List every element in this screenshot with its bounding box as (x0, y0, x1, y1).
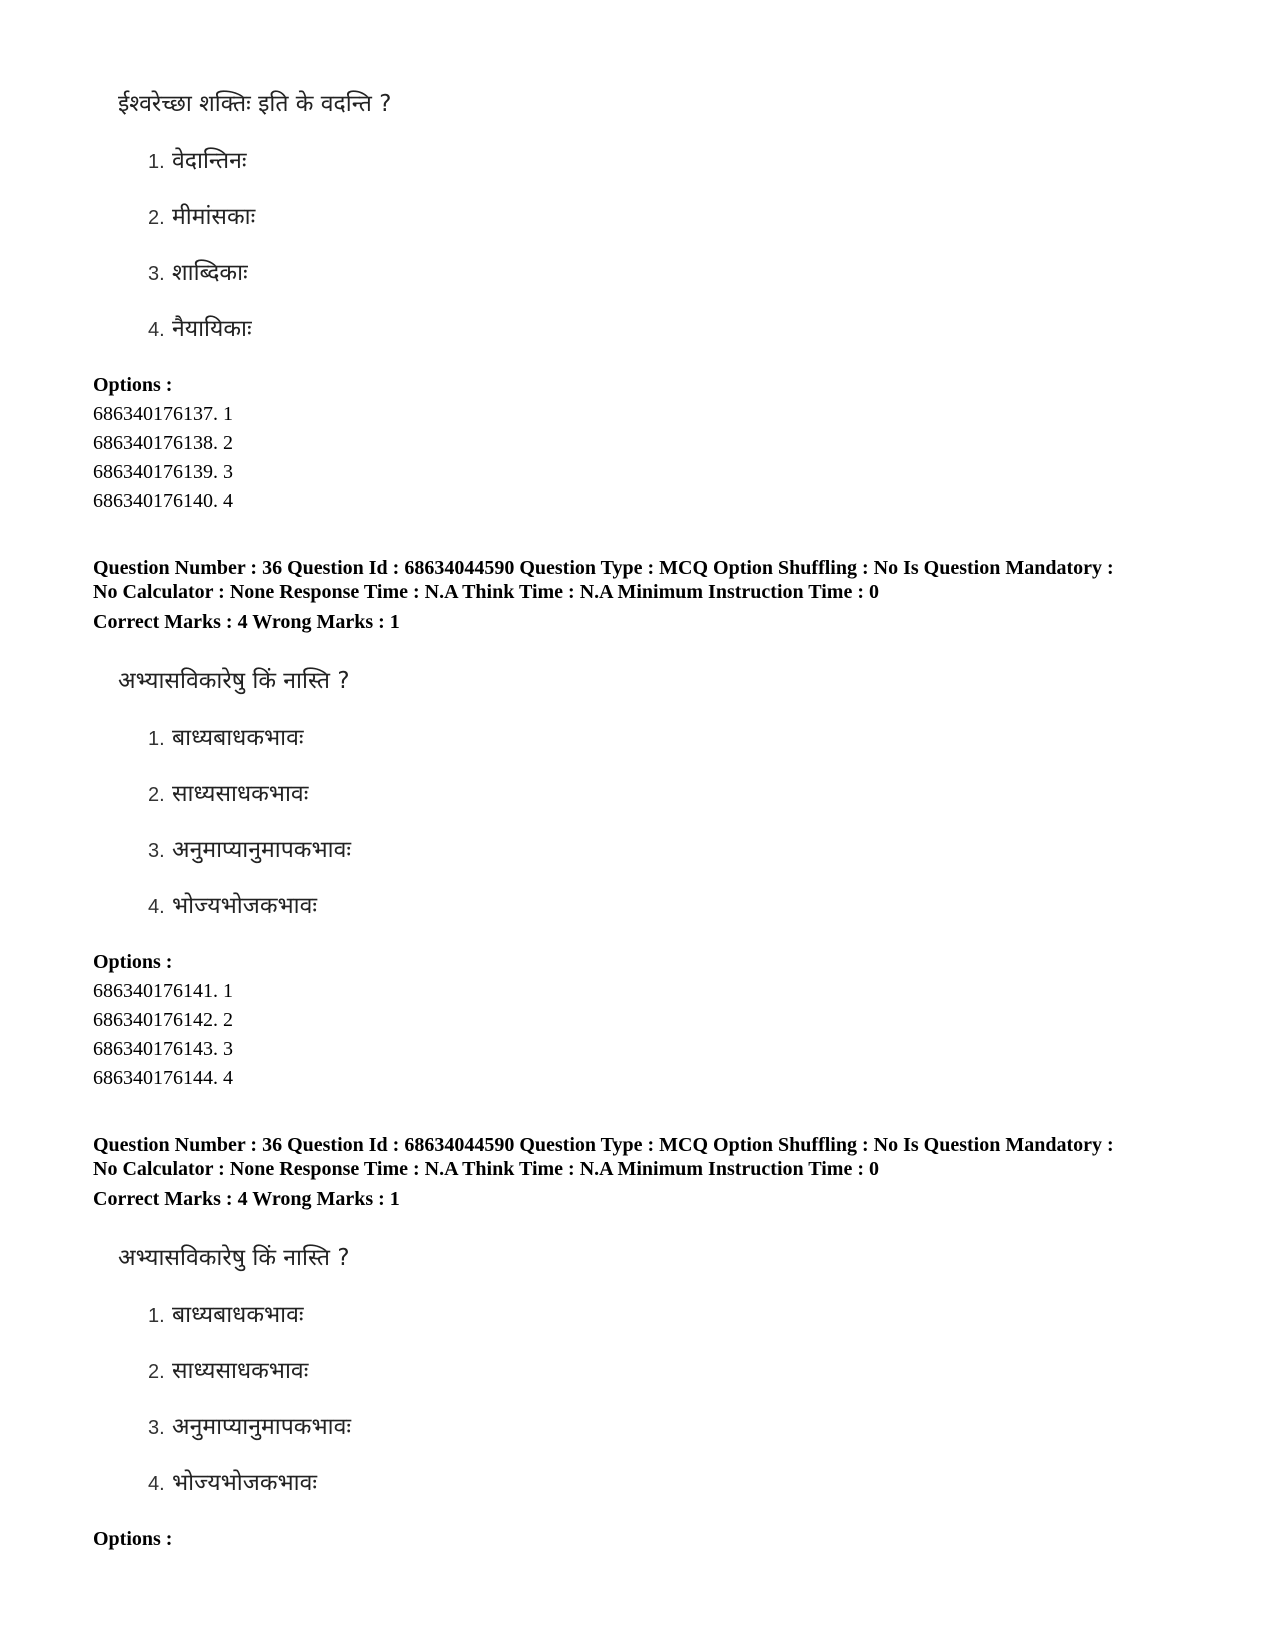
options-label: Options : (93, 951, 173, 973)
option-id-line: 686340176137. 1 (93, 403, 233, 425)
option-id-line: 686340176143. 3 (93, 1038, 233, 1060)
question-text: ईश्वरेच्छा शक्तिः इति के वदन्ति ? (118, 91, 392, 117)
choice-item (148, 1409, 351, 1441)
choice-number: 2. (148, 784, 165, 806)
choice-item (148, 776, 308, 808)
choice-number: 2. (148, 1361, 165, 1383)
marks-line: Correct Marks : 4 Wrong Marks : 1 (93, 611, 400, 633)
choice-number: 3. (148, 263, 165, 285)
choice-item (148, 888, 317, 920)
question-meta-line: Question Number : 36 Question Id : 68634044590 Question Type : MCQ Option Shuffling : No Is Question Mandatory : (93, 1134, 1114, 1156)
choice-item (148, 720, 304, 752)
choice-item (148, 1297, 304, 1329)
option-id-line: 686340176141. 1 (93, 980, 233, 1002)
choice-number: 2. (148, 207, 165, 229)
choice-text: साध्यसाधकभावः (172, 1358, 309, 1384)
choice-text: भोज्यभोजकभावः (172, 893, 318, 919)
options-label: Options : (93, 374, 173, 396)
question-meta-line: Question Number : 36 Question Id : 68634044590 Question Type : MCQ Option Shuffling : No Is Question Mandatory : (93, 557, 1114, 579)
choice-text: शाब्दिकाः (172, 260, 248, 286)
choice-item (148, 1465, 317, 1497)
choice-text: साध्यसाधकभावः (172, 781, 309, 807)
question-text: अभ्यासविकारेषु किं नास्ति ? (118, 1245, 350, 1271)
question-meta (93, 1133, 1193, 1181)
choice-number: 1. (148, 151, 165, 173)
choice-item (148, 143, 247, 175)
choice-text: नैयायिकाः (172, 316, 252, 342)
question-meta-line: No Calculator : None Response Time : N.A Think Time : N.A Minimum Instruction Time : 0 (93, 1158, 879, 1180)
question-text: अभ्यासविकारेषु किं नास्ति ? (118, 668, 350, 694)
choice-number: 3. (148, 840, 165, 862)
question-meta (93, 556, 1193, 604)
choice-text: अनुमाप्यानुमापकभावः (172, 837, 352, 863)
choice-number: 3. (148, 1417, 165, 1439)
choice-text: अनुमाप्यानुमापकभावः (172, 1414, 352, 1440)
marks-line: Correct Marks : 4 Wrong Marks : 1 (93, 1188, 400, 1210)
choice-number: 4. (148, 319, 165, 341)
choice-item (148, 255, 248, 287)
choice-text: बाध्यबाधकभावः (172, 725, 304, 751)
choice-item (148, 1353, 308, 1385)
choice-number: 4. (148, 1473, 165, 1495)
choice-item (148, 832, 351, 864)
choice-text: बाध्यबाधकभावः (172, 1302, 304, 1328)
choice-text: मीमांसकाः (172, 204, 256, 230)
choice-number: 1. (148, 728, 165, 750)
choice-item (148, 311, 252, 343)
choice-number: 1. (148, 1305, 165, 1327)
choice-item (148, 199, 255, 231)
option-id-line: 686340176144. 4 (93, 1067, 233, 1089)
option-id-line: 686340176142. 2 (93, 1009, 233, 1031)
option-id-line: 686340176138. 2 (93, 432, 233, 454)
option-id-line: 686340176140. 4 (93, 490, 233, 512)
choice-text: वेदान्तिनः (172, 148, 247, 174)
choice-number: 4. (148, 896, 165, 918)
options-label: Options : (93, 1528, 173, 1550)
option-id-line: 686340176139. 3 (93, 461, 233, 483)
question-meta-line: No Calculator : None Response Time : N.A Think Time : N.A Minimum Instruction Time : 0 (93, 581, 879, 603)
choice-text: भोज्यभोजकभावः (172, 1470, 318, 1496)
